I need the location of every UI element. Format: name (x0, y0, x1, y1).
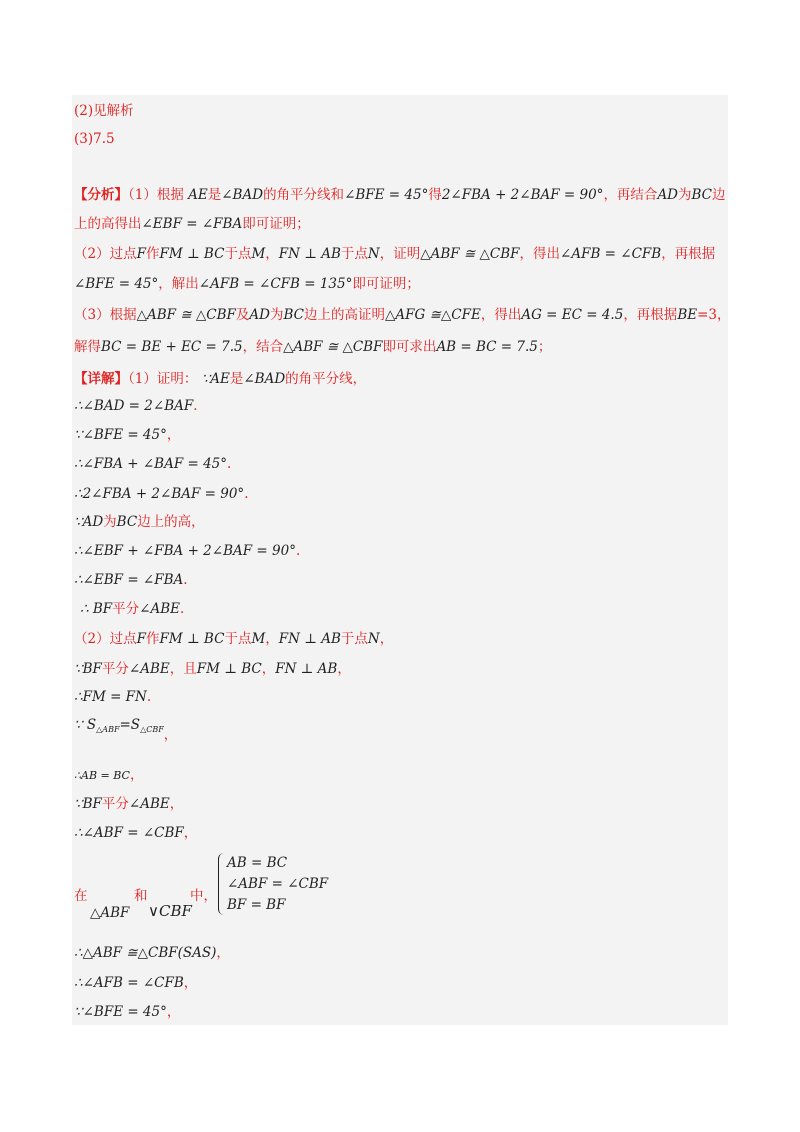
detail-line-16: ∴∠ABF = ∠CBF， (74, 825, 198, 841)
detail-line-9: ∴ BF平分∠ABE. (80, 601, 185, 617)
analysis-line-3: （2）过点F作FM ⊥ BC于点M，FN ⊥ AB于点N，证明△ABF ≅ △CBF，得出∠AFB = ∠CFB，再根据 (74, 246, 716, 262)
analysis-line-6: 解得BC = BE + EC = 7.5，结合△ABF ≅ △CBF即可求出AB = BC = 7.5； (74, 339, 552, 355)
detail-line-5: ∴2∠FBA + 2∠BAF = 90°. (74, 486, 249, 502)
triangle-cbf-label: ∨CBF (148, 902, 192, 920)
detail-line-19: ∴∠AFB = ∠CFB， (74, 975, 198, 991)
detail-line-3: ∵∠BFE = 45°， (74, 427, 181, 443)
system-eq-2: ∠ABF = ∠CBF (227, 876, 329, 892)
detail-line-12: ∴FM = FN. (74, 689, 152, 705)
system-eq-1: AB = BC (227, 855, 288, 871)
detail-line-8: ∴∠EBF = ∠FBA. (74, 572, 188, 588)
detail-line-15: ∵BF平分∠ABE， (74, 796, 184, 812)
analysis-line-4: ∠BFE = 45°，解出∠AFB = ∠CFB = 135°即可证明； (74, 276, 420, 292)
answer-part-3: (3)7.5 (74, 131, 115, 147)
detail-line-18: ∴△ABF ≅△CBF(SAS)， (74, 945, 230, 961)
detail-line-13: ∵ $S_{\triangle ABF}=S_{\triangle CBF}$， (74, 717, 178, 743)
detail-line-10: （2）过点F作FM ⊥ BC于点M，FN ⊥ AB于点N， (74, 631, 394, 647)
detail-line-20: ∵∠BFE = 45°， (74, 1004, 181, 1020)
triangle-abf-label: △ABF (90, 905, 130, 921)
detail-line-2: ∴∠BAD = 2∠BAF. (74, 398, 198, 414)
analysis-line-5: （3）根据△ABF ≅ △CBF及AD为BC边上的高证明△AFG ≅△CFE，得出AG = EC = 4.5，再根据BE=3， (74, 307, 731, 323)
detail-line-7: ∴∠EBF + ∠FBA + 2∠BAF = 90°. (74, 543, 301, 559)
detail-line-6: ∵AD为BC边上的高， (74, 514, 205, 530)
content-panel (72, 95, 728, 1025)
answer-part-2: (2)见解析 (74, 103, 134, 119)
detail-line-17-he: 和 (134, 888, 148, 904)
system-eq-3: BF = BF (227, 897, 286, 913)
analysis-line-2: 上的高得出∠EBF = ∠FBA即可证明； (74, 216, 310, 232)
detail-line-1: 【详解】（1）证明： ∵AE是∠BAD的角平分线， (74, 371, 367, 387)
detail-line-14: ∴AB = BC， (74, 767, 144, 783)
detail-line-4: ∴∠FBA + ∠BAF = 45°. (74, 456, 232, 472)
detail-line-17-zai: 在 (74, 888, 88, 904)
detail-line-17-zhong: 中， (190, 888, 217, 904)
analysis-line-1: 【分析】（1）根据 AE是∠BAD的角平分线和∠BFE = 45°得2∠FBA + 2∠BAF = 90°，再结合AD为BC边 (74, 187, 726, 203)
detail-line-11: ∵BF平分∠ABE，且FM ⊥ BC，FN ⊥ AB， (74, 661, 351, 677)
